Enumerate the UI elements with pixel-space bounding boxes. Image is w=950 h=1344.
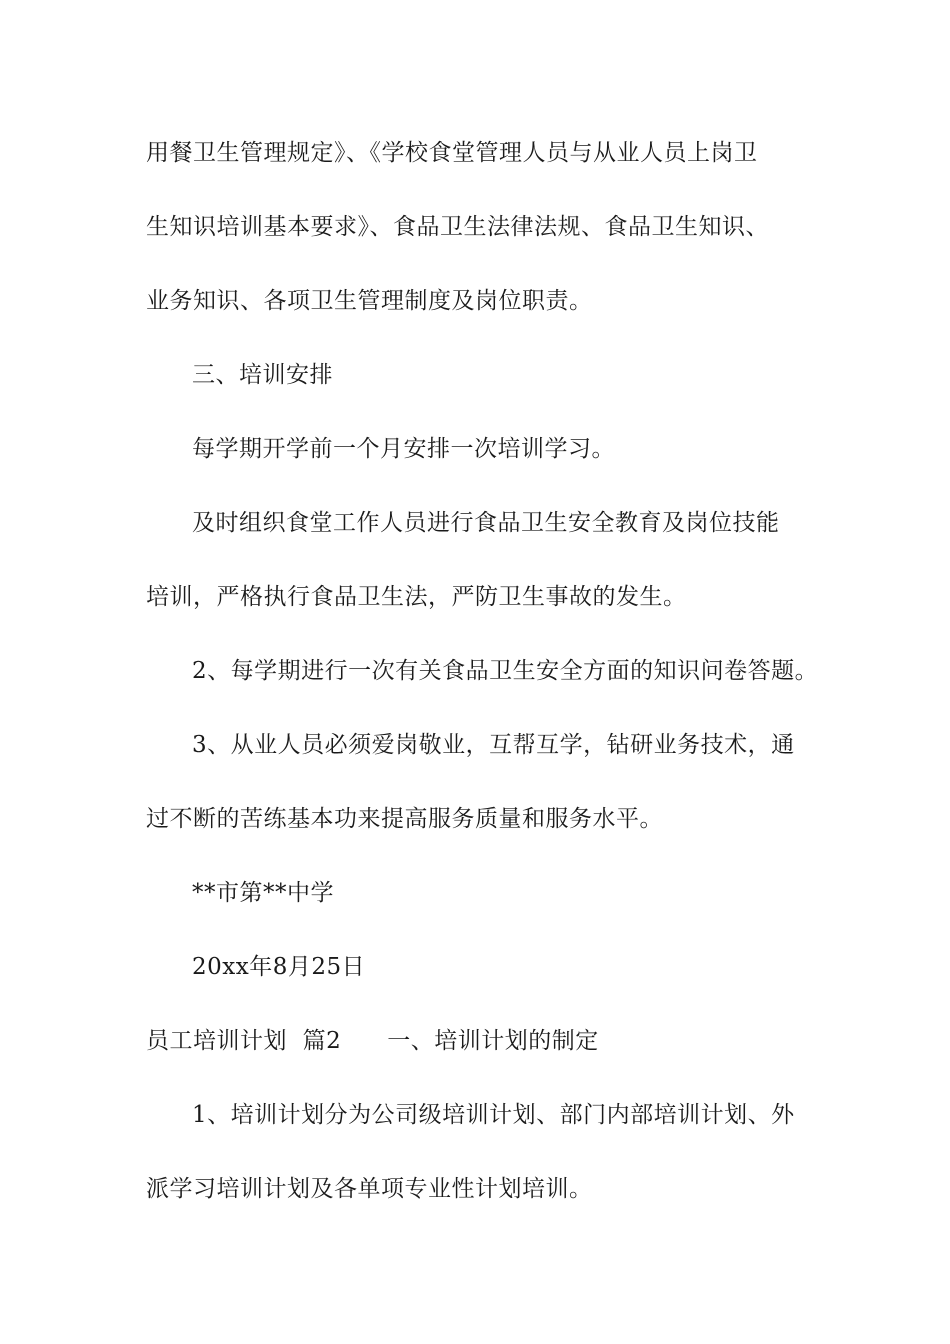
paragraph-line: 及时组织食堂工作人员进行食品卫生安全教育及岗位技能 [192, 510, 780, 536]
paragraph-line: 派学习培训计划及各单项专业性计划培训。 [146, 1176, 593, 1202]
paragraph-line: 2、每学期进行一次有关食品卫生安全方面的知识问卷答题。 [192, 658, 819, 684]
paragraph-line: 过不断的苦练基本功来提高服务质量和服务水平。 [146, 806, 663, 832]
section-title-line [146, 1026, 599, 1056]
paragraph-line: 用餐卫生管理规定》、《学校食堂管理人员与从业人员上岗卫 [146, 140, 758, 166]
paragraph-line: 生知识培训基本要求》、食品卫生法律法规、食品卫生知识、 [146, 214, 769, 240]
section-subtitle: 一、培训计划的制定 [387, 1028, 599, 1054]
paragraph-line: 1、培训计划分为公司级培训计划、部门内部培训计划、外 [192, 1102, 795, 1128]
paragraph-line: 业务知识、各项卫生管理制度及岗位职责。 [146, 288, 593, 314]
paragraph-line: 3、从业人员必须爱岗敬业，互帮互学，钻研业务技术，通 [192, 732, 795, 758]
paragraph-line: 培训，严格执行食品卫生法，严防卫生事故的发生。 [146, 584, 687, 610]
paragraph-line: 每学期开学前一个月安排一次培训学习。 [192, 436, 615, 462]
section-title: 员工培训计划 篇2 [146, 1028, 342, 1054]
signature-org: **市第**中学 [192, 880, 334, 906]
section-heading: 三、培训安排 [192, 362, 333, 388]
signature-date: 20xx年8月25日 [192, 954, 366, 980]
